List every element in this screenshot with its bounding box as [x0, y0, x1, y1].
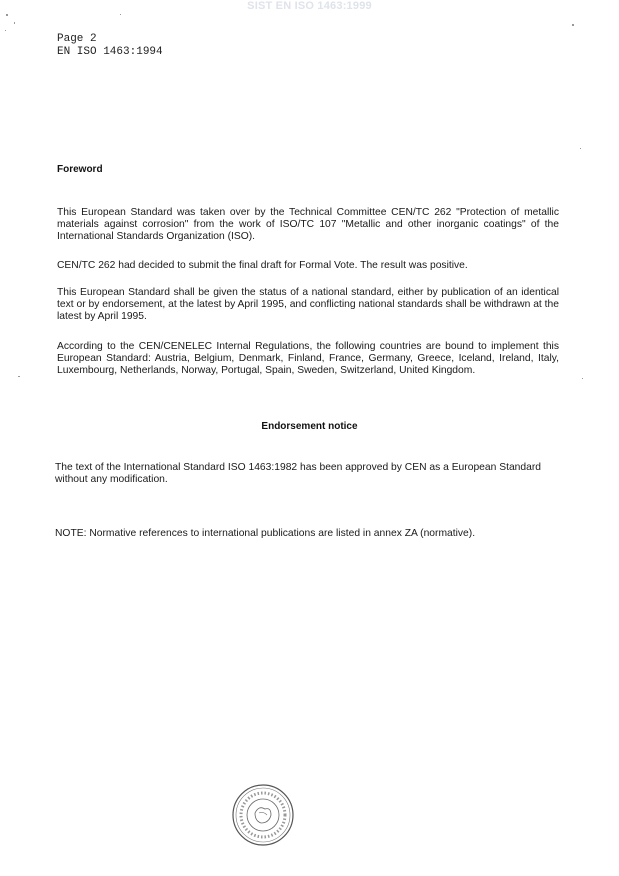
scan-speck [18, 376, 20, 377]
scan-speck [580, 148, 581, 149]
scan-speck [14, 22, 15, 24]
scan-speck [572, 24, 574, 26]
foreword-paragraph-4: According to the CEN/CENELEC Internal Regulations, the following countries are bound to implement this European Standard: Austria, Belgium, Denmark, Finland, France, Germany, Greece, Iceland, Ireland, Italy, Luxembourg, Netherlands, Norway, Portugal, Spain, Sweden, Switzerland, United Kingdom. [57, 341, 559, 377]
page-number: Page 2 [57, 33, 97, 45]
foreword-heading: Foreword [57, 164, 103, 175]
foreword-paragraph-2: CEN/TC 262 had decided to submit the final draft for Formal Vote. The result was positive. [57, 260, 468, 271]
scan-speck [5, 30, 6, 31]
scan-speck [120, 14, 121, 15]
page-header [57, 33, 163, 59]
foreword-paragraph-1: This European Standard was taken over by the Technical Committee CEN/TC 262 "Protection of metallic materials against corrosion" from the work of ISO/TC 107 "Metallic and other inorganic coatings" of the International Standards Organization (ISO). [57, 207, 559, 243]
document-id: EN ISO 1463:1994 [57, 46, 163, 58]
foreword-paragraph-3: This European Standard shall be given the status of a national standard, either by publication of an identical text or by endorsement, at the latest by April 1995, and conflicting national standards shall be withdrawn at the latest by April 1995. [57, 287, 559, 323]
scan-speck [6, 14, 8, 16]
note-text: NOTE: Normative references to international publications are listed in annex ZA (normative). [55, 528, 476, 539]
watermark: SIST EN ISO 1463:1999 [247, 0, 372, 12]
endorsement-paragraph: The text of the International Standard ISO 1463:1982 has been approved by CEN as a European Standard without any modification. [55, 462, 542, 486]
endorsement-heading: Endorsement notice [261, 421, 358, 432]
scan-speck [582, 378, 583, 379]
approval-seal-stamp [231, 783, 295, 847]
